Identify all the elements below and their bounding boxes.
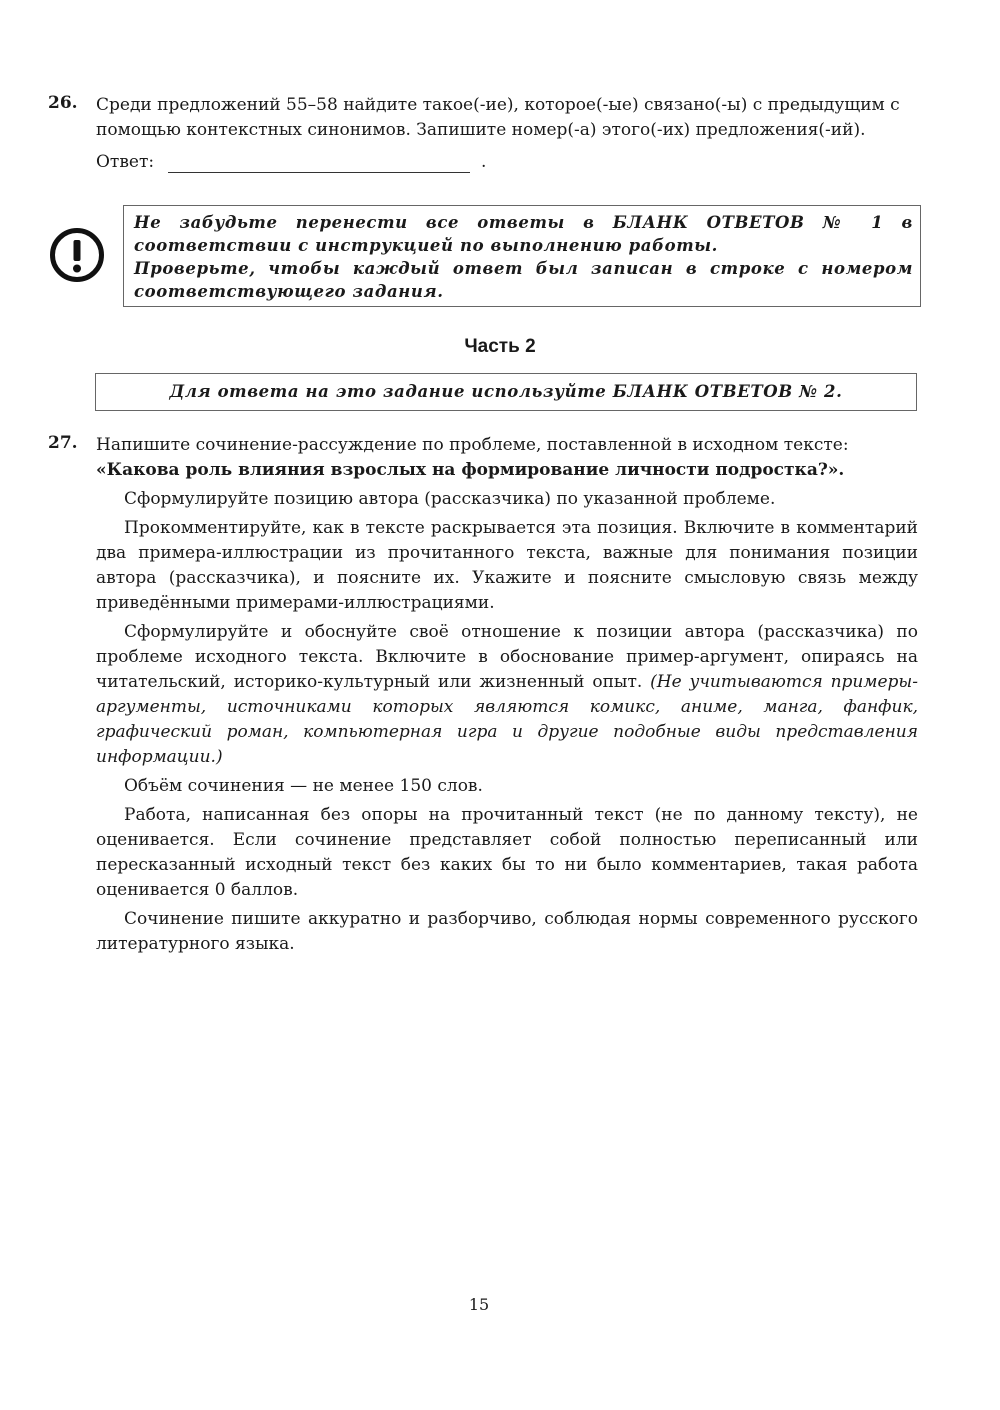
instruction-box: Для ответа на это задание используйте БЛАНК ОТВЕТОВ № 2. [95, 373, 917, 411]
paragraph: Работа, написанная без опоры на прочитанный текст (не по данному тексту), не оценивается. Если сочинение представляет собой полностью переписанный или пересказанный исходный текст без каких бы то ни было комментариев, такая работа оценивается 0 баллов. [96, 805, 918, 900]
task-26 [48, 93, 918, 143]
page-number: 15 [468, 1295, 490, 1314]
paragraph: Прокомментируйте, как в тексте раскрывается эта позиция. Включите в комментарий два примера-иллюстрации из прочитанного текста, важные для понимания позиции автора (рассказчика), и поясните их. Укажите и поясните смысловую связь между приведёнными примерами-иллюстрациями. [96, 518, 918, 613]
paragraph: Сформулируйте позицию автора (рассказчика) по указанной проблеме. [124, 489, 776, 509]
part-title: Часть 2 [464, 336, 536, 357]
paragraph-text: Сформулируйте и обоснуйте своё отношение к позиции автора (рассказчика) по проблеме исходного текста. Включите в обоснование пример-аргумент, опираясь на читательский, историко-культурный или жизненный опыт. [96, 622, 918, 692]
answer-dot: . [481, 152, 487, 172]
essay-question: «Какова роль влияния взрослых на формирование личности подростка?». [96, 460, 845, 480]
paragraph [96, 620, 918, 770]
paragraph: Объём сочинения — не менее 150 слов. [124, 776, 483, 796]
task-text [96, 433, 918, 957]
exclamation-circle-icon [49, 227, 105, 283]
task-line: Среди предложений 55–58 найдите такое(-ие), которое(-ые) связано(-ы) с предыдущим с [96, 95, 900, 115]
task-line: помощью контекстных синонимов. Запишите номер(-а) этого(-их) предложения(-ий). [96, 120, 866, 140]
paragraph: Сочинение пишите аккуратно и разборчиво, соблюдая нормы современного русского литературного языка. [96, 909, 918, 954]
warning-box [123, 205, 921, 307]
warning-line: Проверьте, чтобы каждый ответ был записан в строке с номером соответствующего задания. [134, 259, 913, 301]
answer-label: Ответ: [96, 152, 155, 172]
task-text [96, 93, 918, 143]
task-27 [48, 433, 918, 957]
task-number: 27. [48, 433, 78, 453]
answer-field-line[interactable] [168, 172, 470, 173]
task-number: 26. [48, 93, 78, 113]
warning-line: Не забудьте перенести все ответы в БЛАНК ОТВЕТОВ № 1 в соответствии с инструкцией по выполнению работы. [134, 213, 913, 255]
task-intro: Напишите сочинение-рассуждение по проблеме, поставленной в исходном тексте: [96, 435, 849, 455]
paragraph-note: (Не учитываются примеры-аргументы, источниками которых являются комикс, аниме, манга, фанфик, графический роман, компьютерная игра и другие подобные виды представления информации.) [96, 672, 918, 767]
